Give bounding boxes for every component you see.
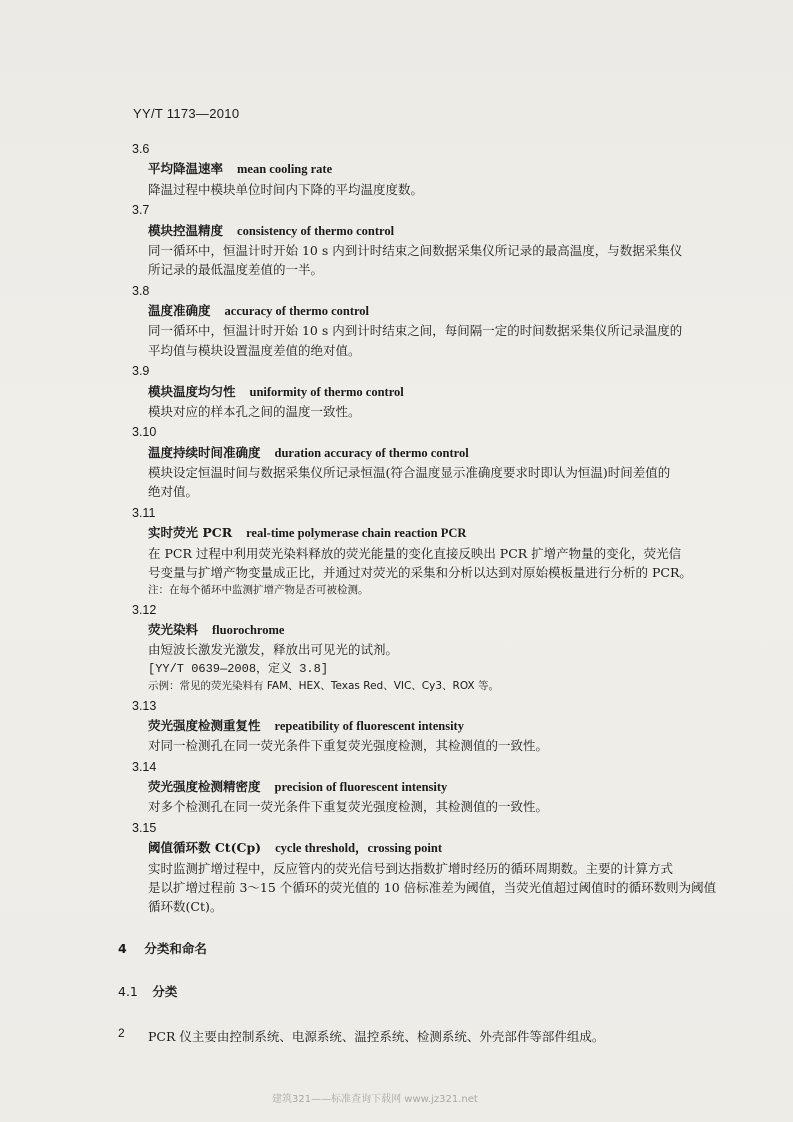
term-heading (148, 159, 728, 179)
term-entry (118, 758, 728, 817)
term-definition-line: 号变量与扩增产物变量成正比，并通过对荧光的采集和分析以达到对原始模板量进行分析的 PCR。 (148, 564, 692, 580)
term-reference: [YY/T 0639—2008，定义 3.8] (148, 661, 329, 676)
document-body (118, 140, 728, 1047)
term-english: precision of fluorescent intensity (274, 780, 448, 794)
term-chinese: 荧光染料 (148, 621, 199, 637)
term-definition-line: 在 PCR 过程中利用荧光染料释放的荧光能量的变化直接反映出 PCR 扩增产物量的变化，荧光信 (148, 545, 682, 561)
term-definition-line: 对同一检测孔在同一荧光条件下重复荧光强度检测，其检测值的一致性。 (148, 738, 549, 754)
term-english: duration accuracy of thermo control (274, 445, 469, 460)
term-english: real-time polymerase chain reaction PCR (246, 526, 467, 541)
term-english: fluorochrome (212, 622, 285, 637)
term-english: consistency of thermo control (237, 223, 395, 238)
term-number: 3.11 (132, 505, 156, 520)
term-definition-line: 模块设定恒温时间与数据采集仪所记录恒温(符合温度显示准确度要求时即认为恒温)时间差值的 (148, 465, 671, 480)
term-number: 3.7 (132, 203, 150, 218)
term-definition-line: 模块对应的样本孔之间的温度一致性。 (148, 403, 361, 419)
term-chinese: 阈值循环数 Ct(Cp) (148, 840, 262, 856)
term-chinese: 平均降温速率 (148, 161, 224, 177)
page-number: 2 (118, 1026, 125, 1040)
terms-list (118, 140, 728, 917)
watermark-footer: 建筑321——标准查询下载网 www.jz321.net (272, 1094, 478, 1105)
standard-header: YY/T 1173—2010 (133, 106, 240, 121)
term-definition-line: 同一循环中，恒温计时开始 10 s 内到计时结束之间数据采集仪所记录的最高温度，与数据采集仪 (148, 242, 683, 258)
term-heading (148, 382, 728, 402)
term-heading (148, 221, 728, 241)
term-entry (118, 282, 728, 361)
term-chinese: 温度准确度 (148, 303, 211, 318)
term-english: repeatibility of fluorescent intensity (274, 718, 464, 733)
term-entry (118, 362, 728, 421)
term-number: 3.15 (132, 820, 157, 835)
term-chinese: 荧光强度检测精密度 (148, 779, 261, 794)
section-4-heading (118, 939, 728, 958)
term-entry (118, 140, 728, 199)
term-definition-line: 循环数(Ct)。 (148, 899, 223, 915)
term-definition-line: 平均值与模块设置温度差值的绝对值。 (148, 342, 361, 358)
term-chinese: 温度持续时间准确度 (148, 444, 261, 460)
term-english: accuracy of thermo control (224, 304, 370, 318)
section-4-1-heading (118, 982, 728, 1001)
term-entry (118, 504, 728, 599)
term-number: 3.14 (132, 759, 157, 774)
term-heading (148, 838, 728, 858)
term-entry (118, 423, 728, 502)
term-heading (148, 523, 728, 543)
section-number: 4 (118, 940, 127, 956)
term-number: 3.9 (132, 364, 150, 379)
term-english: mean cooling rate (237, 162, 333, 177)
term-definition-line: 所记录的最低温度差值的一半。 (148, 262, 324, 278)
subsection-title: 分类 (152, 984, 178, 999)
term-heading (148, 443, 728, 463)
term-heading (148, 301, 728, 321)
term-chinese: 模块温度均匀性 (148, 383, 236, 399)
term-entry (118, 201, 728, 280)
term-heading (148, 620, 728, 640)
term-number: 3.13 (132, 698, 157, 713)
term-english: uniformity of thermo control (249, 384, 404, 399)
term-number: 3.8 (132, 283, 150, 298)
term-definition-line: 由短波长激发光激发，释放出可见光的试剂。 (148, 642, 399, 658)
term-heading (148, 716, 728, 736)
term-definition-line: 降温过程中模块单位时间内下降的平均温度度数。 (148, 181, 424, 197)
section-title: 分类和命名 (144, 940, 207, 956)
term-note: 注：在每个循环中监测扩增产物是否可被检测。 (148, 584, 369, 597)
term-number: 3.12 (132, 602, 157, 617)
term-definition-line: 实时监测扩增过程中，反应管内的荧光信号到达指数扩增时经历的循环周期数。主要的计算方式 (148, 860, 674, 876)
term-chinese: 荧光强度检测重复性 (148, 717, 261, 733)
term-entry (118, 697, 728, 756)
term-number: 3.6 (132, 142, 150, 156)
section-4-1-paragraph: PCR 仪主要由控制系统、电源系统、温控系统、检测系统、外壳部件等部件组成。 (148, 1029, 605, 1045)
term-definition-line: 是以扩增过程前 3～15 个循环的荧光值的 10 倍标准差为阈值，当荧光值超过阈值时的循环数则为阈值 (148, 879, 717, 895)
term-heading (148, 777, 728, 797)
term-note: 示例：常见的荧光染料有 FAM、HEX、Texas Red、VIC、Cy3、ROX 等。 (148, 680, 499, 693)
term-chinese: 实时荧光 PCR (148, 525, 233, 541)
term-entry (118, 819, 728, 917)
term-definition-line: 绝对值。 (148, 484, 199, 500)
term-english: cycle threshold，crossing point (275, 841, 443, 856)
term-chinese: 模块控温精度 (148, 222, 224, 238)
subsection-number: 4.1 (118, 984, 138, 999)
term-entry (118, 601, 728, 695)
term-definition-line: 同一循环中，恒温计时开始 10 s 内到计时结束之间，每间隔一定的时间数据采集仪所记录温度的 (148, 323, 683, 339)
term-definition-line: 对多个检测孔在同一荧光条件下重复荧光强度检测，其检测值的一致性。 (148, 799, 549, 815)
term-number: 3.10 (132, 425, 157, 440)
